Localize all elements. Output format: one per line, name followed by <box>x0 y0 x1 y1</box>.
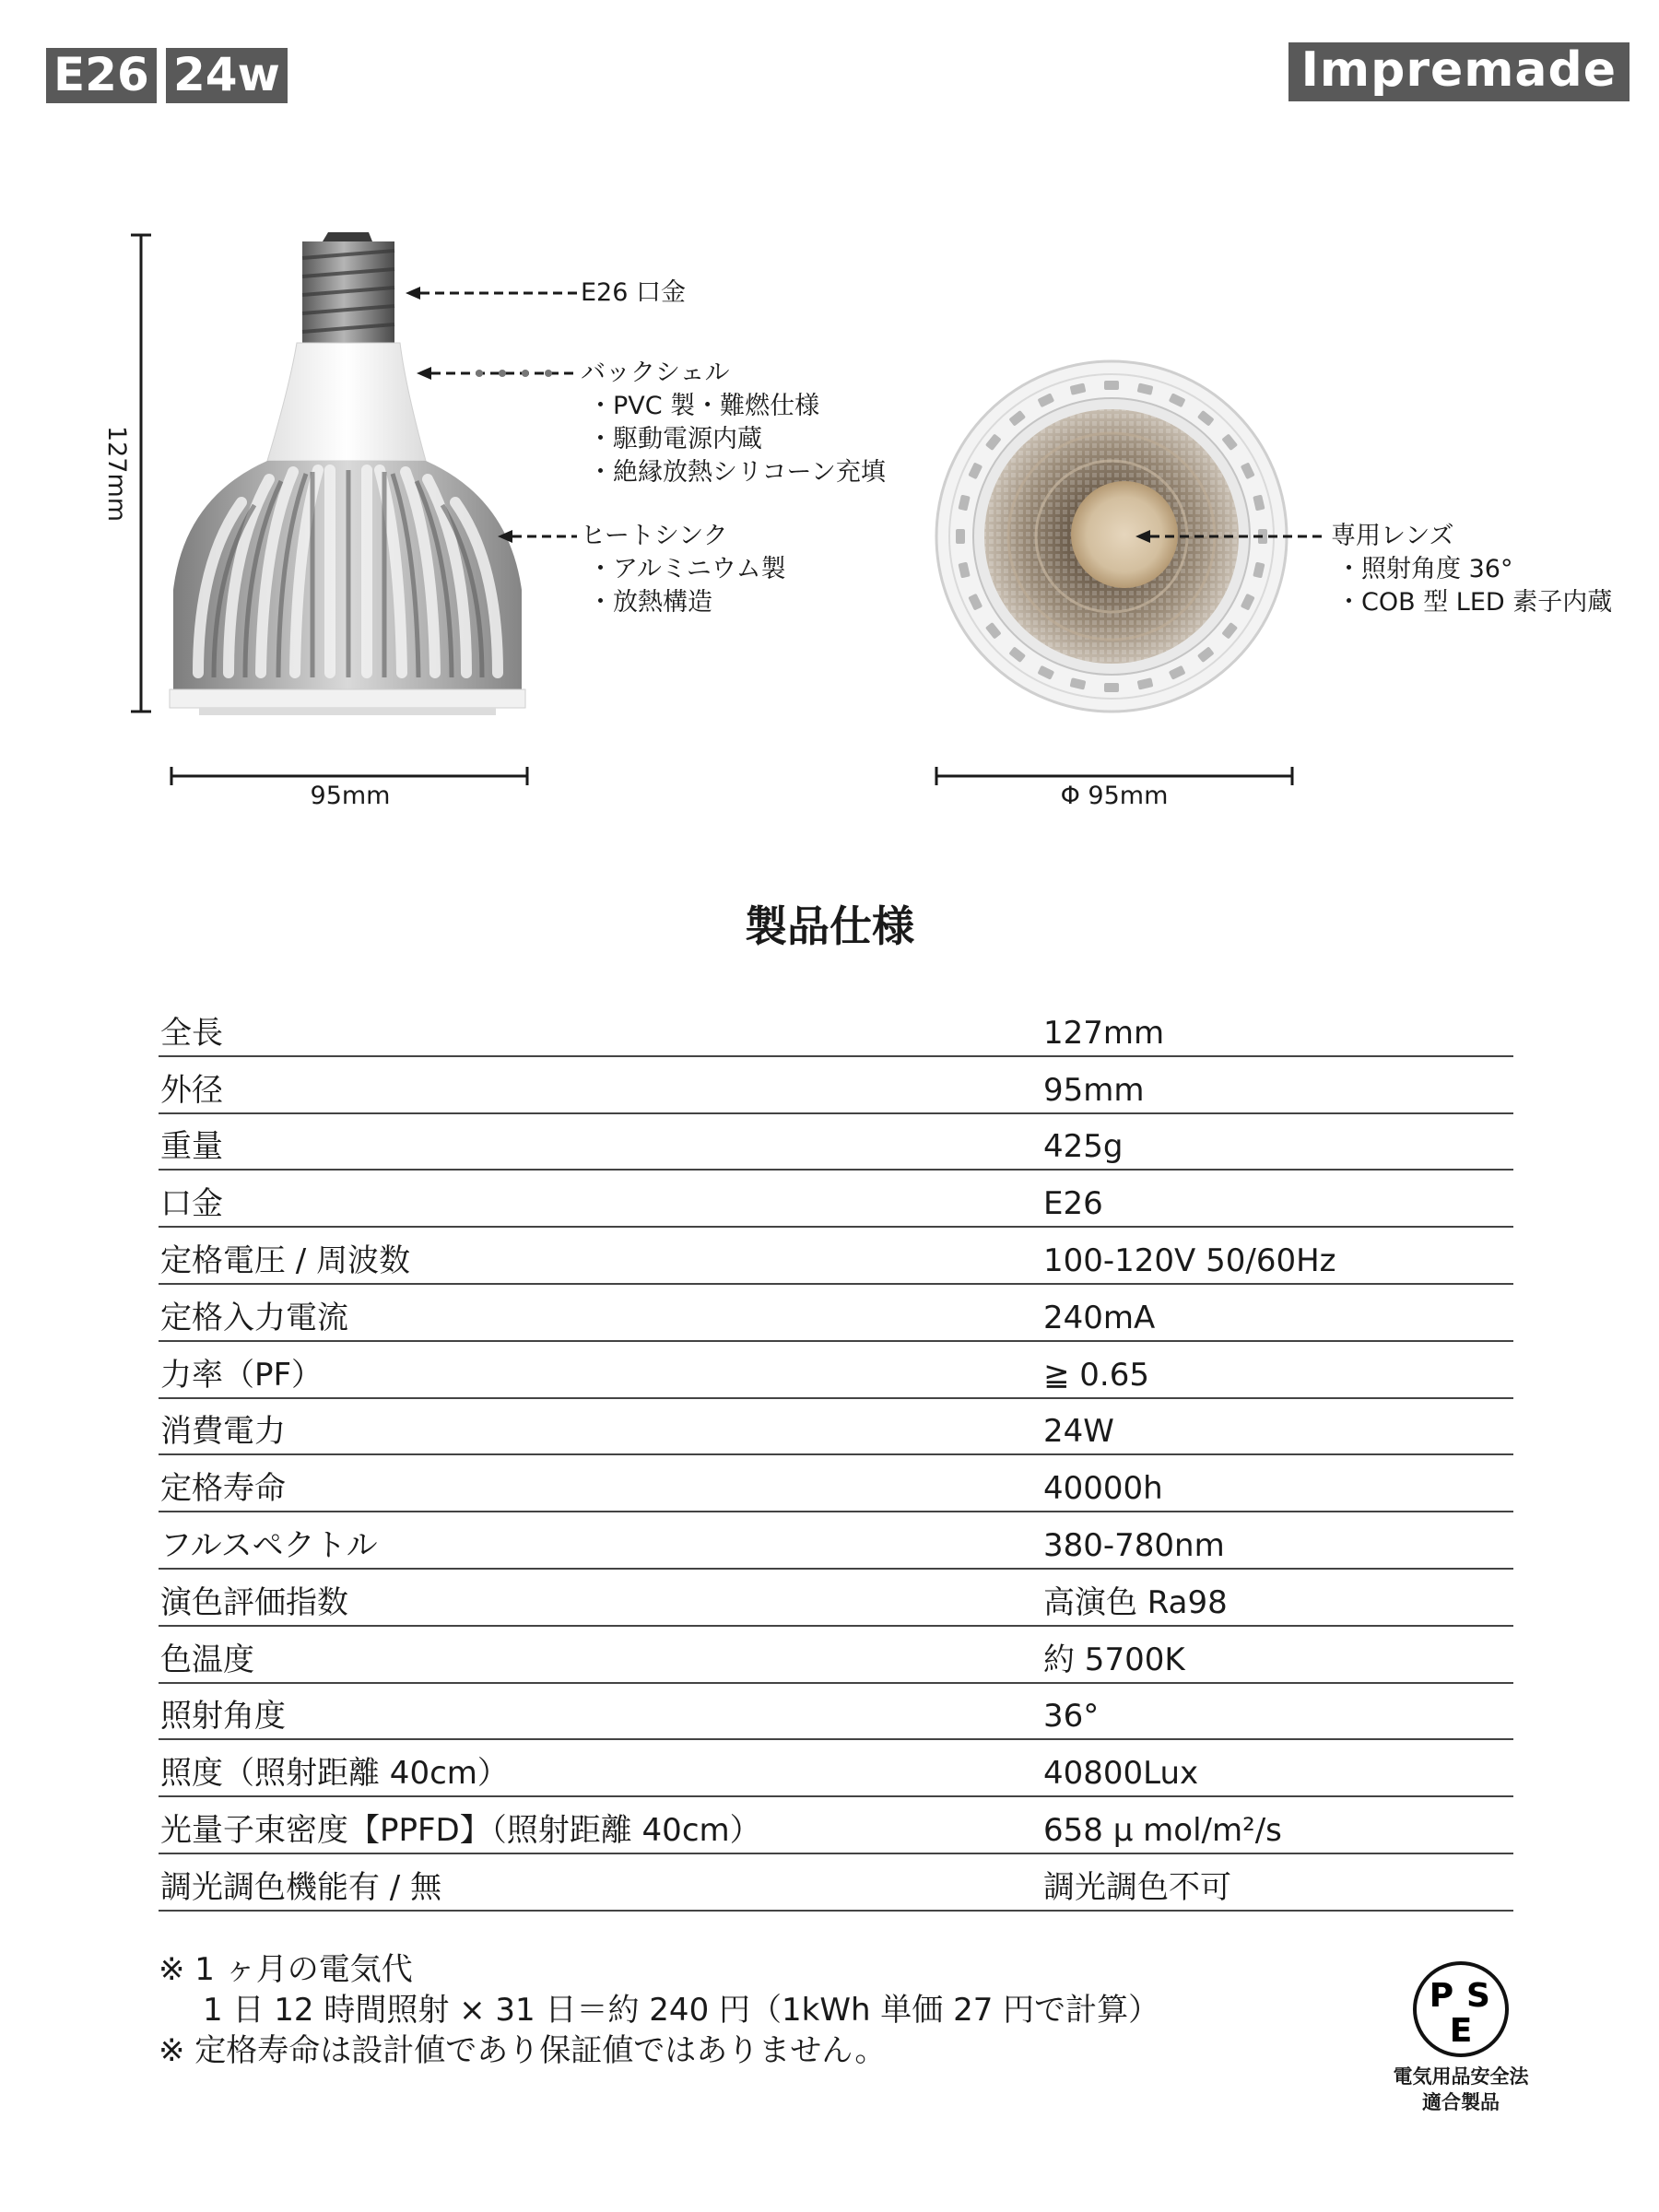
callout-heatsink-title: ヒートシンク <box>581 522 728 550</box>
table-row <box>159 1740 1513 1797</box>
pse-caption-line: 電気用品安全法 <box>1393 2065 1529 2088</box>
callout-lens <box>1331 520 1612 619</box>
table-row <box>159 1455 1513 1512</box>
spec-title: 製品仕様 <box>745 901 914 951</box>
callout-heatsink-line: ・アルミニウム製 <box>588 555 786 583</box>
table-row <box>159 1399 1513 1456</box>
vent-slot <box>1104 683 1119 692</box>
spec-value: 95mm <box>1043 1071 1145 1109</box>
table-row <box>159 1000 1513 1057</box>
wattage-tag: 24w <box>166 48 288 103</box>
table-row <box>159 1797 1513 1854</box>
callout-heatsink <box>581 520 786 619</box>
base-type-tag: E26 <box>46 48 157 103</box>
side-width-dimension-label: 95mm <box>310 782 391 810</box>
spec-key: 全長 <box>160 1014 223 1052</box>
spec-value: 調光調色不可 <box>1043 1868 1231 1906</box>
vent-slot <box>1104 381 1119 390</box>
height-dimension-line <box>131 235 151 712</box>
spec-value: E26 <box>1043 1185 1103 1223</box>
spec-value: 約 5700K <box>1043 1641 1185 1678</box>
spec-key: 光量子束密度【PPFD】（照射距離 40cm） <box>160 1811 761 1849</box>
callout-lens-line: ・COB 型 LED 素子内蔵 <box>1336 588 1613 617</box>
spec-key: 重量 <box>160 1128 223 1166</box>
spec-key: 色温度 <box>160 1641 254 1678</box>
pse-certification <box>1364 1959 1558 2115</box>
table-row <box>159 1854 1513 1912</box>
spec-key: 定格寿命 <box>160 1470 286 1508</box>
callout-shell-line: ・PVC 製・難燃仕様 <box>588 392 820 420</box>
spec-key: 定格入力電流 <box>160 1299 348 1336</box>
spec-value: 40800Lux <box>1043 1755 1199 1793</box>
table-row <box>159 1285 1513 1342</box>
spec-value: 36° <box>1043 1698 1100 1735</box>
table-row <box>159 1057 1513 1114</box>
spec-value: 240mA <box>1043 1299 1156 1336</box>
table-row <box>159 1627 1513 1684</box>
pse-letter: P <box>1429 1977 1454 2015</box>
spec-key: 照度（照射距離 40cm） <box>160 1755 509 1793</box>
table-row <box>159 1342 1513 1399</box>
vent-slot <box>956 529 965 544</box>
pse-letter: S <box>1466 1977 1490 2015</box>
table-row <box>159 1171 1513 1228</box>
table-row <box>159 1684 1513 1741</box>
callout-base-line: E26 口金 <box>581 278 686 307</box>
bulb-front-view <box>936 361 1287 712</box>
spec-value: 380-780nm <box>1043 1526 1225 1564</box>
table-row <box>159 1512 1513 1570</box>
bulb-side-view <box>170 232 525 715</box>
spec-value: 425g <box>1043 1128 1124 1166</box>
spec-value: 127mm <box>1043 1014 1165 1052</box>
spec-value: 24W <box>1043 1413 1114 1451</box>
table-row <box>159 1228 1513 1285</box>
spec-key: 口金 <box>160 1185 223 1223</box>
spec-key: 照射角度 <box>160 1698 286 1735</box>
spec-value: 40000h <box>1043 1470 1163 1508</box>
spec-key: 外径 <box>160 1071 223 1109</box>
callout-arrow-shell <box>417 367 577 380</box>
spec-key: 定格電圧 / 周波数 <box>160 1241 411 1279</box>
spec-key: 調光調色機能有 / 無 <box>160 1868 442 1906</box>
callout-shell-line: ・駆動電源内蔵 <box>588 425 762 453</box>
callout-shell-title: バックシェル <box>581 359 730 387</box>
callout-heatsink-line: ・放熱構造 <box>588 588 712 617</box>
footnote-line: ※ 1 ヶ月の電気代 <box>159 1951 413 1988</box>
pse-caption-line: 適合製品 <box>1422 2091 1500 2113</box>
brand-logo: Impremade <box>1288 42 1630 101</box>
spec-value: ≧ 0.65 <box>1043 1356 1149 1394</box>
callout-back-shell <box>581 357 886 489</box>
spec-key: 演色評価指数 <box>160 1583 348 1621</box>
table-row <box>159 1570 1513 1627</box>
front-width-dimension-label: Φ 95mm <box>1060 782 1169 810</box>
callout-lens-title: 専用レンズ <box>1331 522 1454 550</box>
spec-value: 高演色 Ra98 <box>1043 1583 1228 1621</box>
pse-letter: E <box>1449 2012 1473 2050</box>
callout-arrow-base <box>406 287 577 300</box>
height-dimension-label: 127mm <box>102 425 131 523</box>
spec-value: 658 μ mol/m²/s <box>1043 1811 1282 1849</box>
callout-lens-line: ・照射角度 36° <box>1336 555 1513 583</box>
spec-key: 力率（PF） <box>160 1356 324 1394</box>
footnotes <box>159 1949 1159 2071</box>
table-row <box>159 1114 1513 1171</box>
footnote-line: ※ 定格寿命は設計値であり保証値ではありません。 <box>159 2032 887 2069</box>
callout-arrow-heatsink <box>498 530 577 543</box>
callout-base <box>581 276 686 310</box>
spec-table <box>159 1000 1513 1912</box>
spec-key: フルスペクトル <box>160 1526 378 1564</box>
callout-shell-line: ・絶縁放熱シリコーン充填 <box>588 458 886 487</box>
pse-mark-icon <box>1410 1959 1512 2060</box>
spec-value: 100-120V 50/60Hz <box>1043 1241 1336 1279</box>
footnote-line: 1 日 12 時間照射 × 31 日＝約 240 円（1kWh 単価 27 円で計算） <box>203 1992 1160 2029</box>
spec-key: 消費電力 <box>160 1413 286 1451</box>
pse-caption <box>1364 2064 1558 2115</box>
